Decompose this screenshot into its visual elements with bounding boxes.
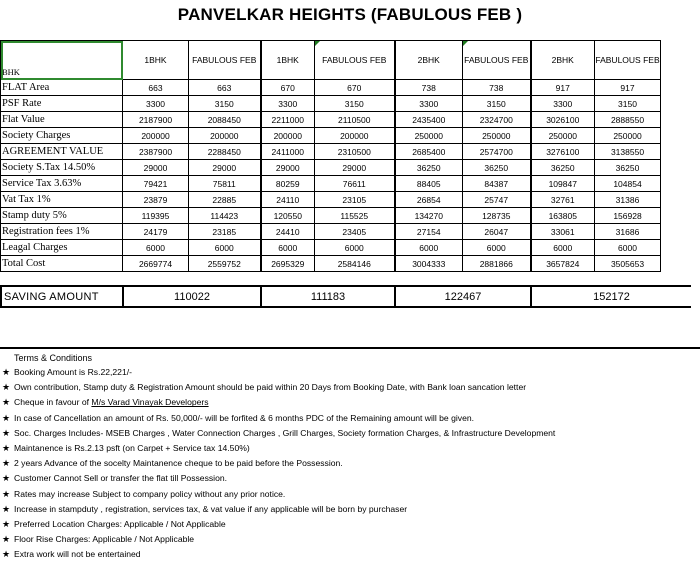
table-cell: 26047 <box>463 224 531 240</box>
table-cell: 120550 <box>261 208 315 224</box>
table-cell: 3505653 <box>595 256 661 272</box>
table-cell: 22885 <box>189 192 261 208</box>
table-cell: 2324700 <box>463 112 531 128</box>
table-cell: 23185 <box>189 224 261 240</box>
table-cell: 3138550 <box>595 144 661 160</box>
table-cell: 3150 <box>463 96 531 112</box>
star-icon: ★ <box>2 488 11 499</box>
row-label: Total Cost <box>1 256 123 272</box>
terms-text: 2 years Advance of the socelty Maintanence cheque to be paid before the Possession. <box>14 458 343 469</box>
terms-item <box>0 547 700 562</box>
payee-name: M/s Varad Vinayak Developers <box>91 397 209 408</box>
star-icon: ★ <box>2 473 11 484</box>
table-cell: 24110 <box>261 192 315 208</box>
table-cell: 2187900 <box>123 112 189 128</box>
table-row <box>1 208 661 224</box>
terms-item <box>0 395 700 410</box>
table-cell: 31686 <box>595 224 661 240</box>
terms-text: Soc. Charges Includes- MSEB Charges , Water Connection Charges , Grill Charges, Society formation Charges, & Infrastructure Development <box>14 427 556 438</box>
saving-value: 111183 <box>261 286 395 307</box>
star-icon: ★ <box>2 503 11 514</box>
table-cell: 32761 <box>531 192 595 208</box>
table-cell: 6000 <box>595 240 661 256</box>
row-label: Society S.Tax 14.50% <box>1 160 123 176</box>
star-icon: ★ <box>2 458 11 469</box>
table-cell: 3300 <box>261 96 315 112</box>
table-cell: 2288450 <box>189 144 261 160</box>
terms-text: Increase in stampduty , registration, services tax, & vat value if any applicable will be born by purchaser <box>14 503 408 514</box>
row-label: Society Charges <box>1 128 123 144</box>
table-cell: 36250 <box>395 160 463 176</box>
column-header: FABULOUS FEB <box>463 41 531 80</box>
table-cell: 2695329 <box>261 256 315 272</box>
table-cell: 29000 <box>123 160 189 176</box>
terms-text: Own contribution, Stamp duty & Registration Amount should be paid within 20 Days from Booking Date, with Bank loan sancation letter <box>14 382 527 393</box>
row-label: Flat Value <box>1 112 123 128</box>
terms-section <box>0 351 700 562</box>
saving-row <box>1 286 691 307</box>
table-cell: 3026100 <box>531 112 595 128</box>
star-icon: ★ <box>2 518 11 529</box>
table-cell: 29000 <box>315 160 395 176</box>
table-cell: 250000 <box>395 128 463 144</box>
table-row <box>1 96 661 112</box>
table-row <box>1 256 661 272</box>
table-row <box>1 176 661 192</box>
terms-text: Preferred Location Charges: Applicable / Not Applicable <box>14 518 226 529</box>
table-cell: 6000 <box>123 240 189 256</box>
terms-text: Customer Cannot Sell or transfer the flat till Possession. <box>14 473 228 484</box>
star-icon: ★ <box>2 397 11 408</box>
table-cell: 27154 <box>395 224 463 240</box>
terms-heading: Terms & Conditions <box>14 353 93 363</box>
terms-item <box>0 456 700 471</box>
table-cell: 3276100 <box>531 144 595 160</box>
terms-text: Maintanence is Rs.2.13 psft (on Carpet + Service tax 14.50%) <box>14 442 250 453</box>
table-cell: 3300 <box>123 96 189 112</box>
table-cell: 2435400 <box>395 112 463 128</box>
table-cell: 23405 <box>315 224 395 240</box>
table-cell: 2110500 <box>315 112 395 128</box>
table-cell: 3300 <box>531 96 595 112</box>
table-cell: 80259 <box>261 176 315 192</box>
table-cell: 200000 <box>123 128 189 144</box>
table-cell: 109847 <box>531 176 595 192</box>
column-header: 1BHK <box>261 41 315 80</box>
terms-item <box>0 380 700 395</box>
table-cell: 200000 <box>261 128 315 144</box>
terms-item <box>0 411 700 426</box>
table-cell: 114423 <box>189 208 261 224</box>
table-cell: 663 <box>123 80 189 96</box>
table-cell: 3300 <box>395 96 463 112</box>
terms-text: Rates may increase Subject to company policy without any prior notice. <box>14 488 286 499</box>
star-icon: ★ <box>2 549 11 560</box>
table-cell: 115525 <box>315 208 395 224</box>
table-cell: 2559752 <box>189 256 261 272</box>
table-cell: 2574700 <box>463 144 531 160</box>
star-icon: ★ <box>2 367 11 377</box>
table-cell: 24410 <box>261 224 315 240</box>
terms-text: Cheque in favour of <box>14 397 92 408</box>
row-label: PSF Rate <box>1 96 123 112</box>
table-cell: 36250 <box>595 160 661 176</box>
column-header: 1BHK <box>123 41 189 80</box>
table-cell: 134270 <box>395 208 463 224</box>
column-header: 2BHK <box>531 41 595 80</box>
terms-item <box>0 426 700 441</box>
table-cell: 917 <box>531 80 595 96</box>
table-cell: 76611 <box>315 176 395 192</box>
terms-text: Extra work will not be entertained <box>14 549 141 560</box>
table-cell: 2088450 <box>189 112 261 128</box>
table-cell: 33061 <box>531 224 595 240</box>
table-cell: 6000 <box>261 240 315 256</box>
row-label: AGREEMENT VALUE <box>1 144 123 160</box>
table-cell: 200000 <box>315 128 395 144</box>
column-header: FABULOUS FEB <box>315 41 395 80</box>
star-icon: ★ <box>2 442 11 453</box>
table-cell: 36250 <box>531 160 595 176</box>
row-label: FLAT Area <box>1 80 123 96</box>
row-label: Vat Tax 1% <box>1 192 123 208</box>
terms-list <box>0 365 700 562</box>
table-cell: 670 <box>261 80 315 96</box>
table-cell: 2211000 <box>261 112 315 128</box>
star-icon: ★ <box>2 412 11 423</box>
saving-label: SAVING AMOUNT <box>1 286 123 307</box>
table-cell: 79421 <box>123 176 189 192</box>
table-cell: 6000 <box>189 240 261 256</box>
table-cell: 2881866 <box>463 256 531 272</box>
saving-value: 152172 <box>531 286 691 307</box>
terms-divider <box>0 347 700 349</box>
table-cell: 663 <box>189 80 261 96</box>
terms-text: Floor Rise Charges: Applicable / Not Applicable <box>14 534 195 545</box>
table-cell: 128735 <box>463 208 531 224</box>
terms-item <box>0 471 700 486</box>
table-row <box>1 240 661 256</box>
row-label: Service Tax 3.63% <box>1 176 123 192</box>
table-cell: 36250 <box>463 160 531 176</box>
table-cell: 119395 <box>123 208 189 224</box>
terms-text: Booking Amount is Rs.22,221/- <box>14 367 132 377</box>
table-row <box>1 112 661 128</box>
table-cell: 250000 <box>531 128 595 144</box>
table-cell: 3657824 <box>531 256 595 272</box>
table-row <box>1 128 661 144</box>
table-row <box>1 224 661 240</box>
table-cell: 26854 <box>395 192 463 208</box>
terms-item <box>0 517 700 532</box>
pricing-table-body <box>1 41 661 272</box>
saving-table <box>0 285 691 308</box>
table-cell: 29000 <box>261 160 315 176</box>
star-icon: ★ <box>2 534 11 545</box>
page-title: PANVELKAR HEIGHTS (FABULOUS FEB ) <box>177 5 523 24</box>
table-cell: 75811 <box>189 176 261 192</box>
table-cell: 3004333 <box>395 256 463 272</box>
table-cell: 6000 <box>531 240 595 256</box>
table-cell: 23879 <box>123 192 189 208</box>
terms-item <box>0 487 700 502</box>
table-cell: 2310500 <box>315 144 395 160</box>
table-cell: 6000 <box>315 240 395 256</box>
table-cell: 2387900 <box>123 144 189 160</box>
table-cell: 104854 <box>595 176 661 192</box>
row-label: Leagal Charges <box>1 240 123 256</box>
row-label: Registration fees 1% <box>1 224 123 240</box>
table-cell: 6000 <box>395 240 463 256</box>
header-label: BHK <box>1 41 123 80</box>
table-cell: 670 <box>315 80 395 96</box>
column-header: 2BHK <box>395 41 463 80</box>
table-row <box>1 144 661 160</box>
table-cell: 200000 <box>189 128 261 144</box>
table-cell: 250000 <box>463 128 531 144</box>
table-cell: 2685400 <box>395 144 463 160</box>
table-cell: 2411000 <box>261 144 315 160</box>
table-cell: 29000 <box>189 160 261 176</box>
table-cell: 917 <box>595 80 661 96</box>
table-cell: 88405 <box>395 176 463 192</box>
table-cell: 3150 <box>189 96 261 112</box>
saving-value: 110022 <box>123 286 261 307</box>
header-row <box>1 41 661 80</box>
row-label: Stamp duty 5% <box>1 208 123 224</box>
column-header: FABULOUS FEB <box>595 41 661 80</box>
table-cell: 2669774 <box>123 256 189 272</box>
table-cell: 2584146 <box>315 256 395 272</box>
table-cell: 84387 <box>463 176 531 192</box>
table-row <box>1 192 661 208</box>
pricing-table <box>0 40 661 272</box>
column-header: FABULOUS FEB <box>189 41 261 80</box>
table-cell: 23105 <box>315 192 395 208</box>
star-icon: ★ <box>2 427 11 438</box>
terms-text: In case of Cancellation an amount of Rs. 50,000/- will be forfited & 6 months PDC of the Remaining amount will be given. <box>14 412 475 423</box>
table-cell: 25747 <box>463 192 531 208</box>
table-cell: 738 <box>463 80 531 96</box>
terms-item <box>0 502 700 517</box>
table-row <box>1 160 661 176</box>
table-row <box>1 80 661 96</box>
saving-value: 122467 <box>395 286 531 307</box>
terms-item <box>0 365 700 380</box>
table-cell: 24179 <box>123 224 189 240</box>
table-cell: 3150 <box>595 96 661 112</box>
table-cell: 738 <box>395 80 463 96</box>
star-icon: ★ <box>2 382 11 393</box>
terms-item <box>0 532 700 547</box>
table-cell: 3150 <box>315 96 395 112</box>
table-cell: 250000 <box>595 128 661 144</box>
table-cell: 156928 <box>595 208 661 224</box>
terms-item <box>0 441 700 456</box>
table-cell: 31386 <box>595 192 661 208</box>
table-cell: 163805 <box>531 208 595 224</box>
table-cell: 2888550 <box>595 112 661 128</box>
table-cell: 6000 <box>463 240 531 256</box>
